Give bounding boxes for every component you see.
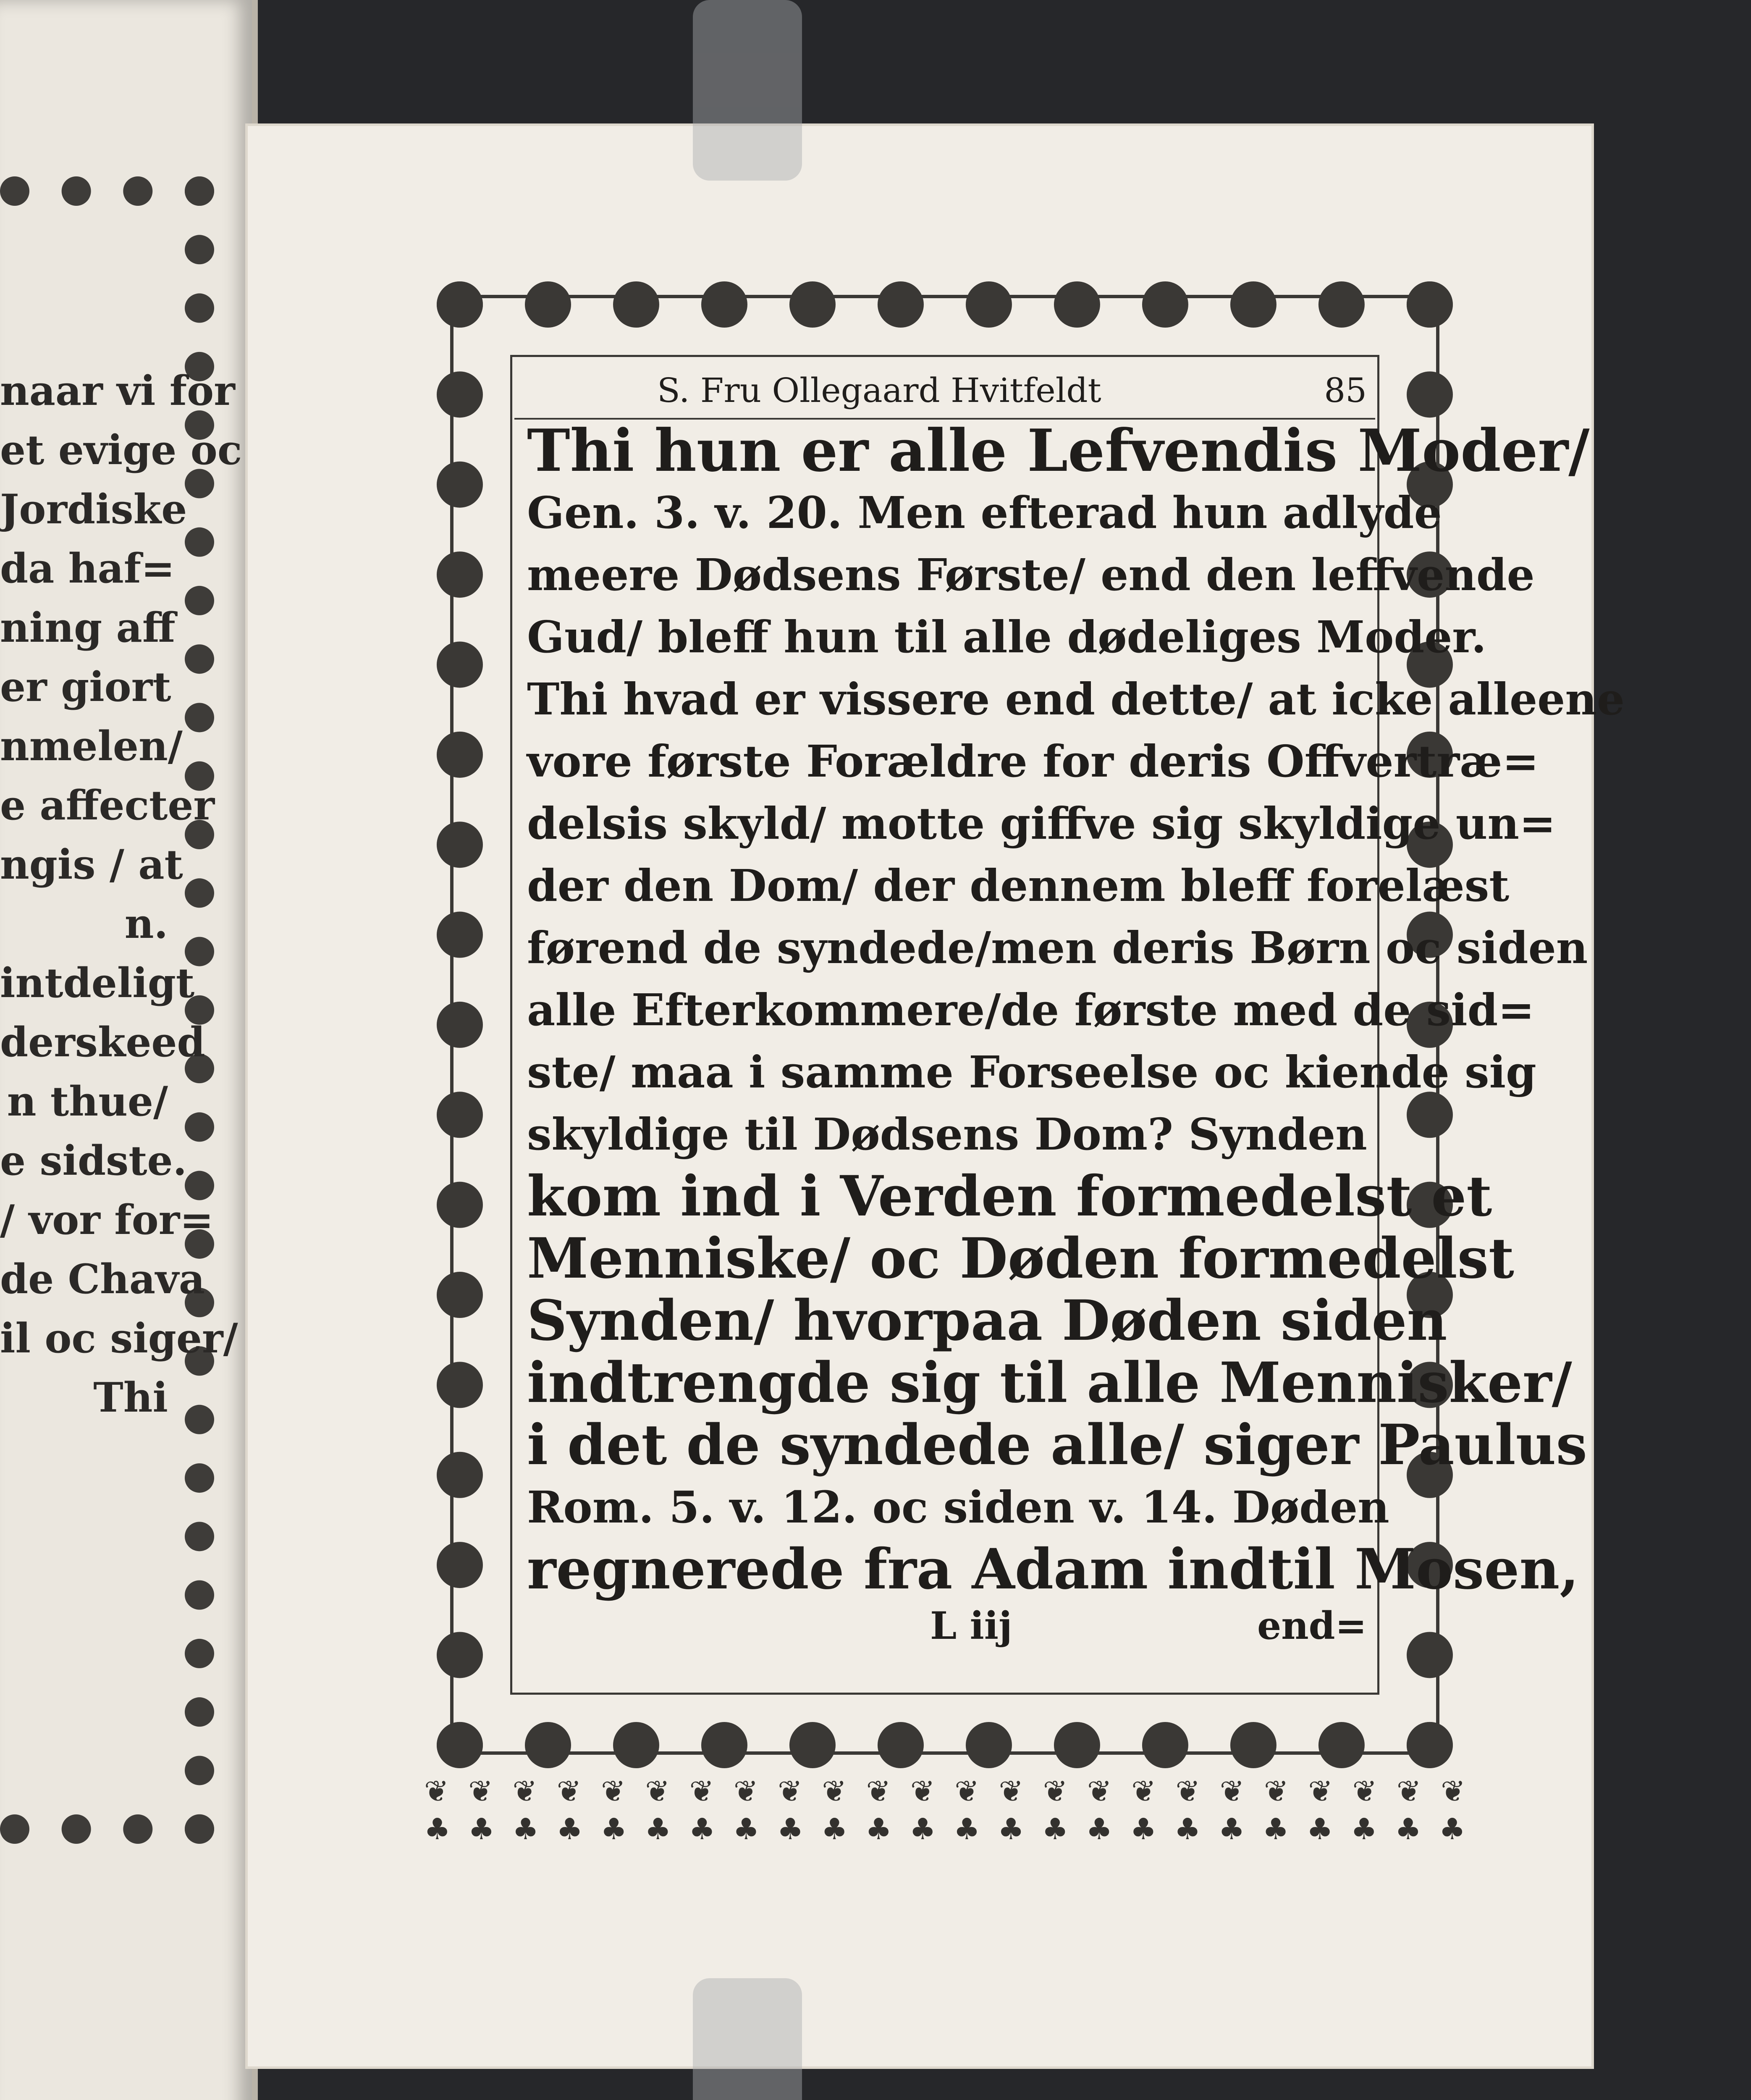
bottom-clip	[693, 1978, 802, 2100]
text-line: regnerede fra Adam indtil Mosen,	[527, 1537, 1579, 1602]
page-footer	[514, 1601, 1375, 1651]
acorn-icon: ♣	[1395, 1812, 1421, 1846]
left-line: da haf=	[0, 545, 175, 592]
running-head	[514, 363, 1375, 420]
acorn-icon: ♣	[1262, 1812, 1289, 1846]
left-line: naar vi for	[0, 367, 235, 415]
acorn-icon: ♣	[645, 1812, 671, 1846]
fleuron-icon: ❦	[1264, 1774, 1289, 1809]
left-line: ning aff	[0, 604, 176, 651]
text-line: kom ind i Verden formedelst et	[527, 1164, 1492, 1229]
acorn-icon: ♣	[556, 1812, 583, 1846]
acorn-icon: ♣	[865, 1812, 892, 1846]
fleuron-icon: ❦	[645, 1774, 670, 1809]
left-line: de Chava	[0, 1255, 205, 1303]
acorn-icon: ♣	[468, 1812, 495, 1846]
acorn-icon: ♣	[777, 1812, 804, 1846]
text-line: Synden/ hvorpaa Døden siden	[527, 1288, 1447, 1353]
left-line: Jordiske	[0, 486, 187, 533]
fleuron-icon: ❦	[910, 1774, 935, 1809]
acorn-icon: ♣	[600, 1812, 627, 1846]
fleuron-icon: ❦	[689, 1774, 714, 1809]
top-clip	[693, 0, 802, 181]
acorn-icon: ♣	[954, 1812, 980, 1846]
acorn-icon: ♣	[512, 1812, 539, 1846]
text-line: skyldige til Dødsens Dom? Synden	[527, 1108, 1367, 1160]
acorn-icon: ♣	[424, 1812, 451, 1846]
acorn-icon: ♣	[1218, 1812, 1245, 1846]
fleuron-icon: ❦	[999, 1774, 1024, 1809]
left-line: il oc siger/	[0, 1315, 238, 1362]
fleuron-icon: ❦	[954, 1774, 979, 1809]
running-head-title: S. Fru Ollegaard Hvitfeldt	[657, 371, 1101, 410]
page-number: 85	[1324, 371, 1367, 410]
acorn-ornament-row	[424, 1814, 1465, 1844]
text-line: Gud/ bleff hun til alle dødeliges Moder.	[527, 611, 1486, 663]
fleuron-icon: ❦	[822, 1774, 847, 1809]
text-line: Gen. 3. v. 20. Men efterad hun adlyde	[527, 487, 1442, 538]
acorn-icon: ♣	[1306, 1812, 1333, 1846]
fleuron-icon: ❦	[1043, 1774, 1068, 1809]
fleuron-icon: ❦	[1219, 1774, 1245, 1809]
text-line: Menniske/ oc Døden formedelst	[527, 1226, 1514, 1291]
left-line: derskeed	[0, 1018, 205, 1066]
left-page-text	[0, 361, 242, 1427]
acorn-icon: ♣	[1042, 1812, 1069, 1846]
page-text-block	[514, 363, 1625, 1651]
text-line: alle Efterkommere/de første med de sid=	[527, 984, 1535, 1036]
catchword: end=	[1257, 1604, 1367, 1648]
acorn-icon: ♣	[1350, 1812, 1377, 1846]
text-line: i det de syndede alle/ siger Paulus	[527, 1412, 1587, 1478]
fleuron-icon: ❦	[468, 1774, 493, 1809]
left-line: nmelen/	[0, 722, 183, 770]
fleuron-icon: ❦	[424, 1774, 449, 1809]
acorn-icon: ♣	[689, 1812, 716, 1846]
text-line: ste/ maa i samme Forseelse oc kiende sig	[527, 1046, 1536, 1098]
text-line: delsis skyld/ motte giffve sig skyldige un=	[527, 798, 1556, 849]
bottom-ornament-row	[424, 1774, 1465, 1809]
left-line: intdeligt	[0, 959, 195, 1007]
left-line: / vor for=	[0, 1196, 214, 1244]
left-line: ngis / at	[0, 841, 183, 888]
text-line: indtrengde sig til alle Mennisker/	[527, 1350, 1572, 1415]
acorn-icon: ♣	[1174, 1812, 1201, 1846]
fleuron-icon: ❦	[778, 1774, 802, 1809]
left-line: n thue/	[7, 1078, 168, 1125]
fleuron-icon: ❦	[1175, 1774, 1201, 1809]
fleuron-icon: ❦	[1131, 1774, 1156, 1809]
left-line: et evige oc	[0, 426, 242, 474]
left-line: n.	[124, 900, 168, 948]
left-line: e sidste.	[0, 1137, 187, 1184]
acorn-icon: ♣	[1130, 1812, 1157, 1846]
fleuron-icon: ❦	[556, 1774, 582, 1809]
text-line: vore første Forældre for deris Offvertræ=	[527, 735, 1539, 787]
text-line: Thi hvad er vissere end dette/ at icke alleene	[527, 673, 1625, 725]
left-line: er giort	[0, 663, 171, 711]
fleuron-icon: ❦	[512, 1774, 537, 1809]
text-line: der den Dom/ der dennem bleff forelæst	[527, 860, 1510, 911]
text-line: Thi hun er alle Lefvendis Moder/	[527, 416, 1590, 485]
signature-mark: L iij	[930, 1604, 1012, 1648]
left-line: Thi	[93, 1374, 168, 1421]
fleuron-icon: ❦	[866, 1774, 891, 1809]
acorn-icon: ♣	[910, 1812, 936, 1846]
fleuron-icon: ❦	[1441, 1774, 1465, 1809]
fleuron-icon: ❦	[1087, 1774, 1112, 1809]
fleuron-icon: ❦	[601, 1774, 626, 1809]
fleuron-icon: ❦	[1396, 1774, 1421, 1809]
acorn-icon: ♣	[733, 1812, 760, 1846]
acorn-icon: ♣	[1439, 1812, 1465, 1846]
text-line: Rom. 5. v. 12. oc siden v. 14. Døden	[527, 1481, 1389, 1533]
acorn-icon: ♣	[998, 1812, 1024, 1846]
acorn-icon: ♣	[821, 1812, 848, 1846]
fleuron-icon: ❦	[733, 1774, 758, 1809]
fleuron-icon: ❦	[1352, 1774, 1377, 1809]
left-line: e affecter	[0, 782, 215, 829]
left-page	[0, 0, 258, 2100]
fleuron-icon: ❦	[1308, 1774, 1333, 1809]
acorn-icon: ♣	[1086, 1812, 1113, 1846]
text-line: førend de syndede/men deris Børn oc siden	[527, 922, 1588, 974]
text-line: meere Dødsens Første/ end den leffvende	[527, 549, 1535, 601]
